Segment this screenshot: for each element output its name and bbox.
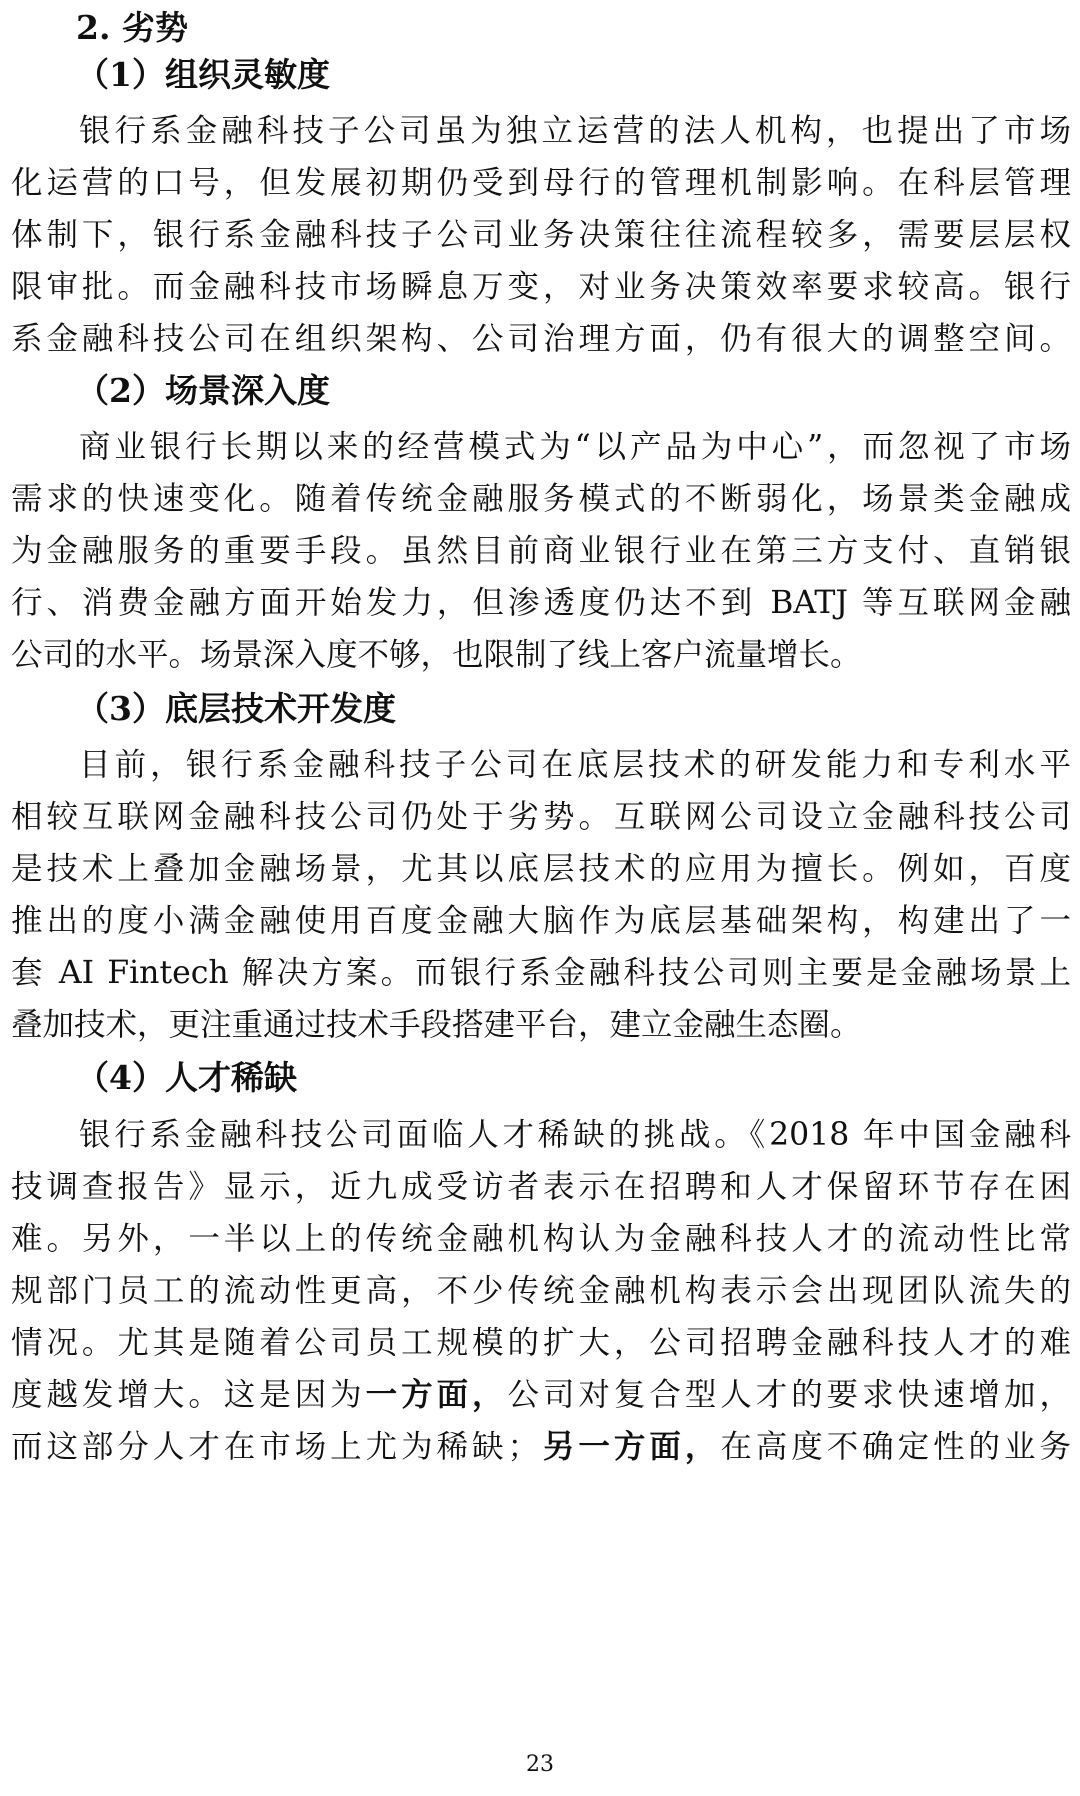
emphasis-text: 一方面， <box>365 1376 508 1413</box>
line-text: 在高度不确定性的业务 <box>720 1429 1071 1465</box>
paragraph-line: 银行系金融科技子公司虽为独立运营的法人机构，也提出了市场 <box>79 113 1071 149</box>
paragraph-line: 商业银行长期以来的经营模式为“以产品为中心”，而忽视了市场 <box>79 429 1071 465</box>
paragraph-line-with-emphasis <box>11 1370 1071 1420</box>
paragraph-line-with-emphasis <box>11 1422 1071 1472</box>
subsection-title-1: （1）组织灵敏度 <box>76 55 330 94</box>
line-text: 公司对复合型人才的要求快速增加， <box>507 1377 1071 1413</box>
paragraph-line: 银行系金融科技公司面临人才稀缺的挑战。《2018 年中国金融科 <box>79 1117 1071 1153</box>
paragraph-line: 相较互联网金融科技公司仍处于劣势。互联网公司设立金融科技公司 <box>11 799 1071 835</box>
paragraph-line: 是技术上叠加金融场景，尤其以底层技术的应用为擅长。例如，百度 <box>11 851 1071 887</box>
paragraph-line: 需求的快速变化。随着传统金融服务模式的不断弱化，场景类金融成 <box>11 481 1071 517</box>
line-text: 度越发增大。这是因为 <box>11 1377 366 1413</box>
paragraph-line: 体制下，银行系金融科技子公司业务决策往往流程较多，需要层层权 <box>11 217 1071 253</box>
paragraph-line: 套 AI Fintech 解决方案。而银行系金融科技公司则主要是金融场景上 <box>11 955 1071 991</box>
subsection-title-2: （2）场景深入度 <box>76 371 330 410</box>
line-text: 而这部分人才在市场上尤为稀缺； <box>11 1429 539 1465</box>
subsection-title-4: （4）人才稀缺 <box>76 1058 297 1097</box>
paragraph-line: 规部门员工的流动性更高，不少传统金融机构表示会出现团队流失的 <box>11 1273 1071 1309</box>
paragraph-line: 目前，银行系金融科技子公司在底层技术的研发能力和专利水平 <box>79 747 1071 783</box>
paragraph-line: 叠加技术，更注重通过技术手段搭建平台，建立金融生态圈。 <box>11 1007 862 1043</box>
paragraph-line: 行、消费金融方面开始发力，但渗透度仍达不到 BATJ 等互联网金融 <box>11 585 1071 621</box>
paragraph-line: 推出的度小满金融使用百度金融大脑作为底层基础架构，构建出了一 <box>11 903 1071 939</box>
section-heading: 2. 劣势 <box>76 8 188 47</box>
paragraph-line: 公司的水平。场景深入度不够，也限制了线上客户流量增长。 <box>11 637 862 673</box>
paragraph-line: 难。另外，一半以上的传统金融机构认为金融科技人才的流动性比常 <box>11 1221 1071 1257</box>
page-number: 23 <box>526 1752 554 1777</box>
subsection-title-3: （3）底层技术开发度 <box>76 689 396 728</box>
paragraph-line: 情况。尤其是随着公司员工规模的扩大，公司招聘金融科技人才的难 <box>11 1325 1071 1361</box>
emphasis-text: 另一方面， <box>539 1428 721 1465</box>
paragraph-line: 为金融服务的重要手段。虽然目前商业银行业在第三方支付、直销银 <box>11 533 1071 569</box>
paragraph-line: 技调查报告》显示，近九成受访者表示在招聘和人才保留环节存在困 <box>11 1169 1071 1205</box>
paragraph-line: 系金融科技公司在组织架构、公司治理方面，仍有很大的调整空间。 <box>11 321 1071 357</box>
paragraph-line: 化运营的口号，但发展初期仍受到母行的管理机制影响。在科层管理 <box>11 165 1071 201</box>
paragraph-line: 限审批。而金融科技市场瞬息万变，对业务决策效率要求较高。银行 <box>11 269 1071 305</box>
